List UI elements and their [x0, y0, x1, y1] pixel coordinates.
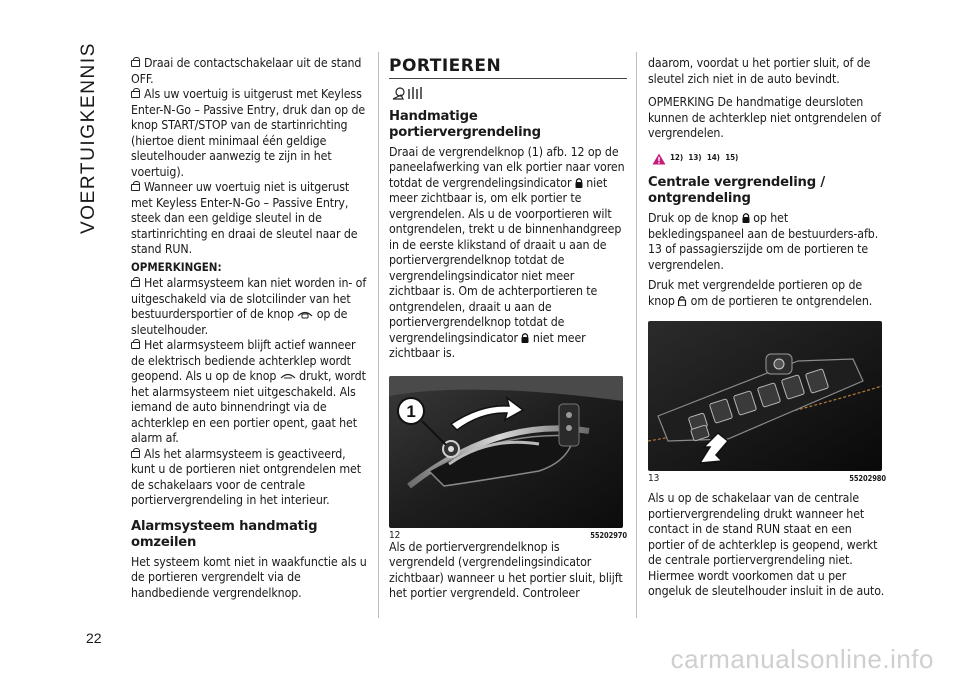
subheading-manual-lock: Handmatige portiervergrendeling [389, 108, 541, 140]
section-side-title: VOERTUIGKENNIS [78, 42, 99, 235]
paragraph: Druk op de knop op het bekledingspaneel aan de bestuurders-afb. 13 of passagierszijde om de portieren te vergrendelen. [648, 211, 879, 272]
figure-caption [648, 473, 886, 485]
warning-triangle-icon [652, 153, 666, 165]
unlock-button-icon [678, 295, 687, 306]
subheading-alarm-override: Alarmsysteem handmatig omzeilen [131, 518, 318, 550]
lock-indicator-icon [521, 332, 529, 343]
bullet-icon [131, 451, 140, 458]
lock-key-fob-icon [297, 310, 313, 319]
bullet-item: Draai de contactschakelaar uit de stand OFF. [131, 56, 362, 86]
figure-door-switches [648, 321, 882, 471]
bullet-icon [131, 184, 140, 191]
watermark: carmanualsonline.info [670, 644, 934, 674]
figure-door-handle [389, 376, 623, 528]
note-paragraph: OPMERKING De handmatige deursloten kunnen de achterklep niet ontgrendelen of vergrendelen. [648, 95, 881, 140]
subheading-central-lock: Centrale vergrendeling / ontgrendeling [648, 175, 825, 206]
bullet-icon [131, 280, 140, 287]
bullet-item: Als het alarmsysteem is geactiveerd, kunt u de portieren niet ontgrendelen met de schakelaars voor de centrale portiervergrendeling in het interieur. [131, 446, 361, 507]
column-divider [636, 52, 637, 618]
door-handle-illustration [389, 376, 623, 528]
column-middle [389, 56, 627, 607]
paragraph: Als u op de schakelaar van de centrale portiervergrendeling drukt wanneer het contact in de stand RUN staat en een portier of de achterklep is geopend, werkt de centrale portiervergrendeling niet. Hiermee wordt voorkomen dat u per ongeluk de sleutelhouder insluit in de auto. [648, 491, 885, 598]
page-number: 22 [86, 630, 102, 646]
warning-references: 12) 13) 14) 15) [652, 150, 886, 166]
bullet-icon [131, 342, 140, 349]
figure-number: 12 [389, 529, 401, 541]
bullet-item: Het alarmsysteem blijft actief wanneer de elektrisch bediende achterklep wordt geopend. Als u op de knop drukt, wordt het alarmsysteem niet uitgeschakeld. Als iemand de auto binnendringt via de achterklep en een portier opent, gaat het alarm af. [131, 338, 366, 445]
paragraph: Draai de vergrendelknop (1) afb. 12 op de paneelafwerking van elk portier naar voren totdat de vergrendelingsindicator niet meer zichtbaar is, om elk portier te vergrendelen. Als u de voorportieren wilt ontgrendelen, trekt u de binnenhandgreep in de eerste klikstand of draait u aan de portiervergrendelknop totdat de vergrendelingsindicator niet meer zichtbaar is. Om de achterportieren te ontgrendelen, draait u aan de portiervergrendelknop totdat de vergrendelingsindicator niet meer zichtbaar is. [389, 144, 625, 360]
figure-code: 55202980 [849, 474, 886, 483]
bullet-item: Het alarmsysteem kan niet worden in- of uitgeschakeld via de slotcilinder van het bestuurdersportier of de knop op de sleutelhouder. [131, 276, 367, 337]
bullet-item: Wanneer uw voertuig niet is uitgerust met Keyless Enter-N-Go – Passive Entry, steek dan een geldige sleutel in de startinrichting en draai de sleutel naar de stand RUN. [131, 180, 358, 256]
paragraph: Het systeem komt niet in waakfunctie als u de portieren vergrendelt via de handbediende vergrendelknop. [131, 554, 367, 600]
section-heading: PORTIEREN [389, 56, 502, 76]
lock-indicator-icon [575, 177, 583, 188]
bullet-icon [131, 91, 140, 98]
figure-callout-label: 1 [406, 401, 416, 421]
bullet-icon [131, 60, 140, 67]
liftgate-key-fob-icon [280, 372, 296, 381]
door-switch-illustration [648, 321, 882, 471]
heading-rule [389, 78, 627, 79]
paragraph: daarom, voordat u het portier sluit, of de sleutel zich niet in de auto bevindt. [648, 56, 871, 86]
paragraph: Als de portiervergrendelknop is vergrendeld (vergrendelingsindicator zichtbaar) wanneer u het portier sluit, blijft het portier vergrendeld. Controleer [389, 539, 623, 600]
column-divider [378, 52, 379, 618]
figure-code: 55202970 [590, 530, 627, 540]
paragraph: Druk met vergrendelde portieren op de knop om de portieren te ontgrendelen. [648, 278, 873, 308]
warning-inspection-icon [391, 85, 425, 103]
lock-button-icon [742, 212, 750, 223]
column-left [131, 56, 369, 606]
notes-heading: OPMERKINGEN: [131, 259, 222, 274]
bullet-item: Als uw voertuig is uitgerust met Keyless Enter-N-Go – Passive Entry, druk dan op de knop START/STOP van de startinrichting (hiertoe dient minimaal één geldige sleutelhouder aanwezig te zijn in het voertuig). [131, 87, 366, 179]
column-right [648, 56, 886, 605]
figure-number: 13 [648, 473, 660, 484]
